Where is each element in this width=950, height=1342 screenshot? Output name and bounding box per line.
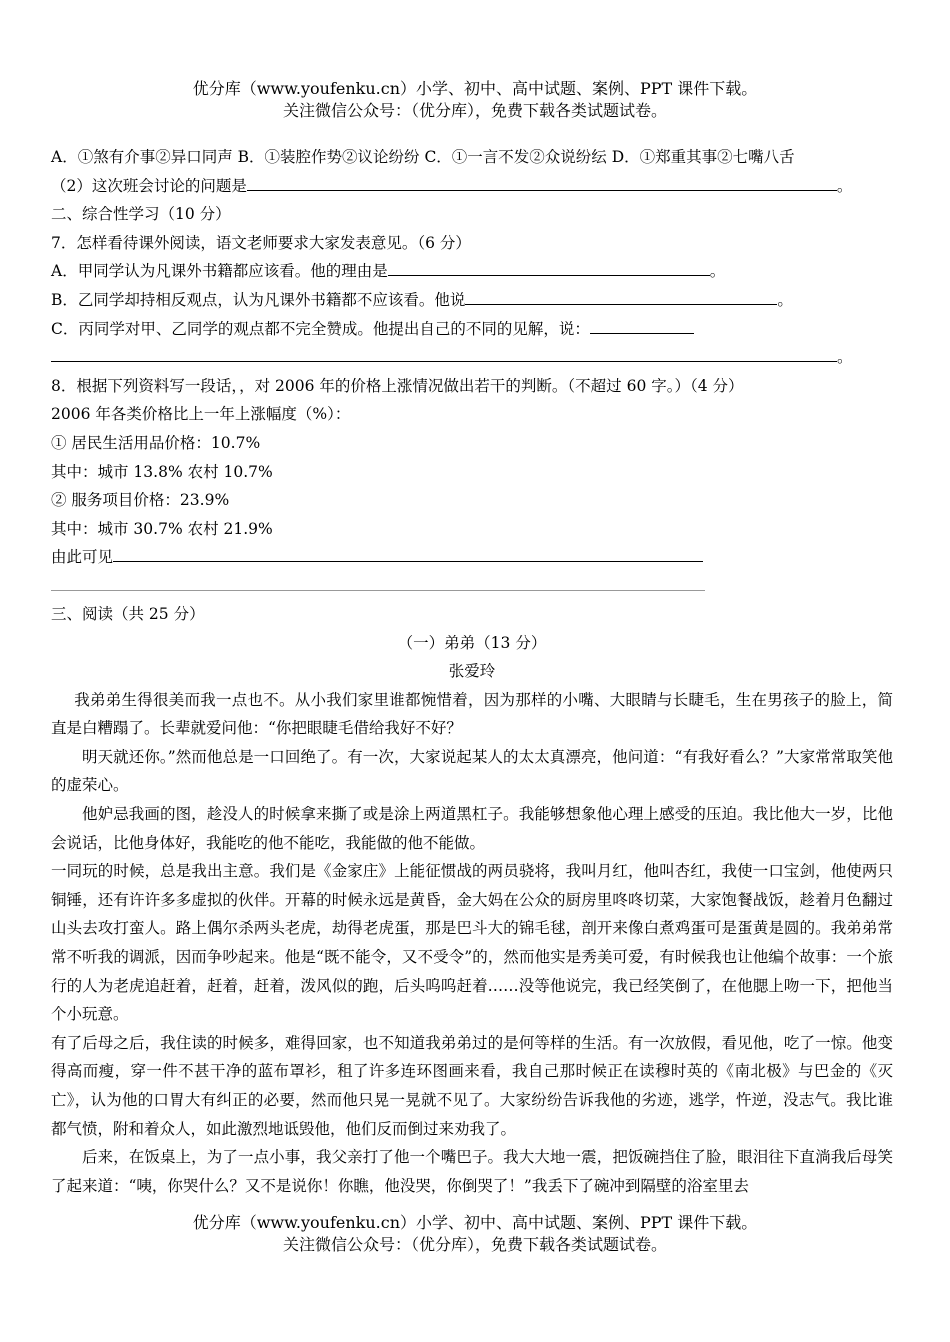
header-line-1: 优分库（www.youfenku.cn）小学、初中、高中试题、案例、PPT 课件下载。 (192, 79, 758, 98)
q8-conclusion-text: 由此可见 (51, 548, 114, 567)
q6-options: A．①煞有介事②异口同声 B．①装腔作势②议论纷纷 C．①一言不发②众说纷纭 D．①郑重其事②七嘴八舌 (51, 148, 795, 166)
article-author: 张爱玲 (448, 662, 496, 681)
document-body (51, 143, 893, 1200)
q8-item-2-detail: 其中：城市 30.7% 农村 21.9% (51, 519, 273, 538)
q7-option-c (51, 315, 893, 344)
footer-line-1: 优分库（www.youfenku.cn）小学、初中、高中试题、案例、PPT 课件下载。 (192, 1213, 758, 1232)
footer-line-2: 关注微信公众号：（优分库），免费下载各类试题试卷。 (282, 1235, 667, 1254)
article-title: （一）弟弟（13 分） (397, 633, 547, 652)
q7-option-a (51, 257, 893, 286)
section3-title: 三、阅读（共 25 分） (51, 604, 205, 623)
article-paragraph: 明天就还你。”然而他总是一口回绝了。有一次，大家说起某人的太太真漂亮，他问道：“有我好看么？”大家常常取笑他的虚荣心。 (51, 747, 893, 795)
article-body (51, 686, 893, 1201)
q7-stem: 7．怎样看待课外阅读，语文老师要求大家发表意见。（6 分） (51, 233, 471, 252)
article-paragraph: 他妒忌我画的图，趁没人的时候拿来撕了或是涂上两道黑杠子。我能够想象他心理上感受的压迫。我比他大一岁，比他会说话，比他身体好，我能吃的他不能吃，我能做的他不能做。 (51, 805, 893, 852)
article-paragraph: 我弟弟生得很美而我一点也不。从小我们家里谁都惋惜着，因为那样的小嘴、大眼睛与长睫毛，生在男孩子的脸上，简直是白糟蹋了。长辈就爱问他：“你把眼睫毛借给我好不好？ (51, 690, 893, 738)
q8-intro: 2006 年各类价格比上一年上涨幅度（%）： (51, 405, 351, 424)
q6-sub2-label: （2）这次班会讨论的问题是 (51, 176, 247, 195)
answer-blank (247, 172, 837, 191)
q6-sub2 (51, 172, 893, 201)
answer-blank (51, 343, 837, 362)
q7-b-text: B．乙同学却持相反观点，认为凡课外书籍都不应该看。他说 (51, 290, 466, 309)
page-header (0, 78, 950, 122)
q7-c-text: C．丙同学对甲、乙同学的观点都不完全赞成。他提出自己的不同的见解，说： (51, 319, 590, 338)
end-mark: 。 (837, 348, 853, 367)
answer-blank (113, 543, 703, 562)
q8-item-2: ② 服务项目价格：23.9% (51, 491, 230, 510)
end-mark: 。 (709, 262, 726, 281)
q8-item-1-detail: 其中：城市 13.8% 农村 10.7% (51, 462, 273, 481)
q7-a-text: A．甲同学认为凡课外书籍都应该看。他的理由是 (51, 262, 388, 281)
page-footer (0, 1212, 950, 1256)
header-line-2: 关注微信公众号：（优分库），免费下载各类试题试卷。 (282, 101, 667, 120)
q8-stem: 8．根据下列资料写一段话，，对 2006 年的价格上涨情况做出若干的判断。（不超过 60 字。）（4 分） (51, 376, 744, 395)
section2-title: 二、综合性学习（10 分） (51, 205, 231, 224)
article-paragraph: 后来，在饭桌上，为了一点小事，我父亲打了他一个嘴巴子。我大大地一震，把饭碗挡住了脸，眼泪往下直淌我后母笑了起来道：“咦，你哭什么？又不是说你！你瞧，他没哭，你倒哭了！”我丢下了碗冲到隔壁的浴室里去 (51, 1148, 893, 1195)
q8-item-1: ① 居民生活用品价格：10.7% (51, 433, 261, 452)
end-mark: 。 (836, 176, 853, 195)
end-mark: 。 (777, 290, 793, 309)
q7-option-b (51, 286, 893, 315)
q8-conclusion (51, 543, 893, 572)
q7-c-continuation (51, 343, 893, 372)
article-paragraph: 有了后母之后，我住读的时候多，难得回家，也不知道我弟弟过的是何等样的生活。有一次放假，看见他，吃了一惊。他变得高而瘦，穿一件不甚干净的蓝布罩衫，租了许多连环图画来看，我自己那时候正在读穆时英的《南北极》与巴金的《灭亡》，认为他的口胃大有纠正的必要，然而他只晃一晃就不见了。大家纷纷告诉我他的劣迹，逃学，忤逆，没志气。我比谁都气愤，附和着众人，如此激烈地诋毁他，他们反而倒过来劝我了。 (51, 1033, 893, 1138)
answer-blank (590, 315, 694, 334)
q8-extra-line (51, 572, 893, 600)
article-paragraph: 一同玩的时候，总是我出主意。我们是《金家庄》上能征惯战的两员骁将，我叫月红，他叫杏红，我使一口宝剑，他使两只铜锤，还有许许多多虚拟的伙伴。开幕的时候永远是黄昏，金大妈在公众的厨房里咚咚切菜，大家饱餐战饭，趁着月色翻过山头去攻打蛮人。路上偶尔杀两头老虎，劫得老虎蛋，那是巴斗大的锦毛毬，剖开来像白煮鸡蛋可是蛋黄是圆的。我弟弟常常不听我的调派，因而争吵起来。他是“既不能令，又不受令”的，然而他实是秀美可爱，有时候我也让他编个故事：一个旅行的人为老虎追赶着，赶着，赶着，泼风似的跑，后头呜呜赶着……没等他说完，我已经笑倒了，在他腮上吻一下，把他当个小玩意。 (51, 862, 893, 1024)
answer-blank (51, 572, 705, 591)
answer-blank (388, 257, 710, 276)
answer-blank (465, 286, 777, 305)
